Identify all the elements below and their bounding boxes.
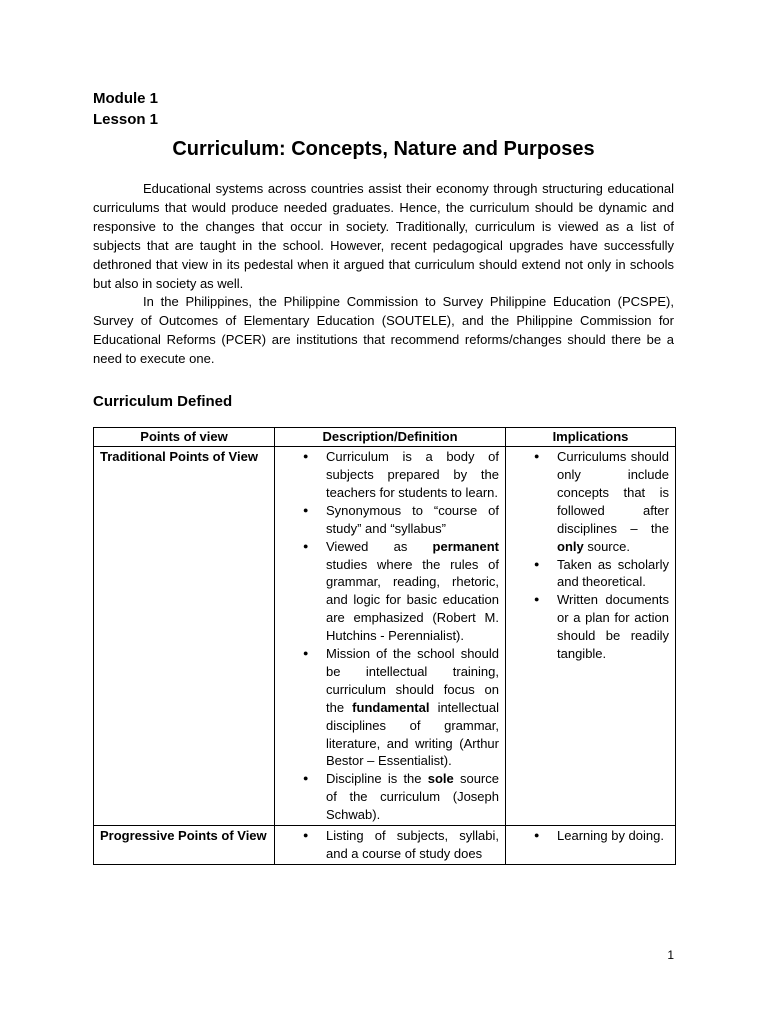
column-header: Implications <box>506 428 676 447</box>
column-header: Points of view <box>94 428 275 447</box>
table-row <box>94 826 676 865</box>
lesson-label: Lesson 1 <box>93 111 159 128</box>
implications-cell <box>506 447 676 826</box>
module-label: Module 1 <box>93 90 159 107</box>
section-heading: Curriculum Defined <box>93 393 233 411</box>
list-item: ● Viewed as permanent studies where the rules of grammar, reading, rhetoric, and logic for basic education are emphasized (Robert M. Hutchins - Perennialist). <box>275 538 505 645</box>
list-item: ● Curriculum is a body of subjects prepared by the teachers for students to learn. <box>275 448 505 502</box>
list-item: ● Listing of subjects, syllabi, and a course of study does <box>275 827 505 863</box>
curriculum-table <box>93 427 676 865</box>
point-of-view-cell: Progressive Points of View <box>94 826 275 865</box>
column-header: Description/Definition <box>275 428 506 447</box>
list-item: ● Taken as scholarly and theoretical. <box>506 556 675 592</box>
document-page <box>93 88 674 865</box>
list-item: ● Curriculums should only include concepts that is followed after disciplines – the only source. <box>506 448 675 555</box>
list-item: ● Discipline is the sole source of the curriculum (Joseph Schwab). <box>275 770 505 824</box>
page-title: Curriculum: Concepts, Nature and Purposes <box>172 138 595 160</box>
list-item: ● Synonymous to “course of study” and “syllabus” <box>275 502 505 538</box>
intro-paragraph-2: In the Philippines, the Philippine Commission to Survey Philippine Education (PCSPE), Survey of Outcomes of Elementary Education (SOUTELE), and the Philippine Commission for Educational Reforms (PCER) are institutions that recommend reforms/changes should there be a need to execute one. <box>93 294 674 367</box>
page-number: 1 <box>667 948 674 962</box>
description-cell <box>275 826 506 865</box>
intro-paragraph-1: Educational systems across countries assist their economy through structuring educational curriculums that would produce needed graduates. Hence, the curriculum should be dynamic and responsive to the changes that occur in society. Traditionally, curriculum is viewed as a list of subjects that are taught in the school. However, recent pedagogical upgrades have successfully dethroned that view in its pedestal when it argued that curriculum should extend not only in schools but also in society as well. <box>93 181 674 291</box>
list-item: ● Learning by doing. <box>506 827 675 845</box>
table-row <box>94 447 676 826</box>
list-item: ● Written documents or a plan for action should be readily tangible. <box>506 591 675 663</box>
point-of-view-cell: Traditional Points of View <box>94 447 275 826</box>
description-cell <box>275 447 506 826</box>
list-item: ● Mission of the school should be intellectual training, curriculum should focus on the fundamental intellectual disciplines of grammar, literature, and writing (Arthur Bestor – Essentialist). <box>275 645 505 770</box>
table-header-row <box>94 428 676 447</box>
implications-cell <box>506 826 676 865</box>
